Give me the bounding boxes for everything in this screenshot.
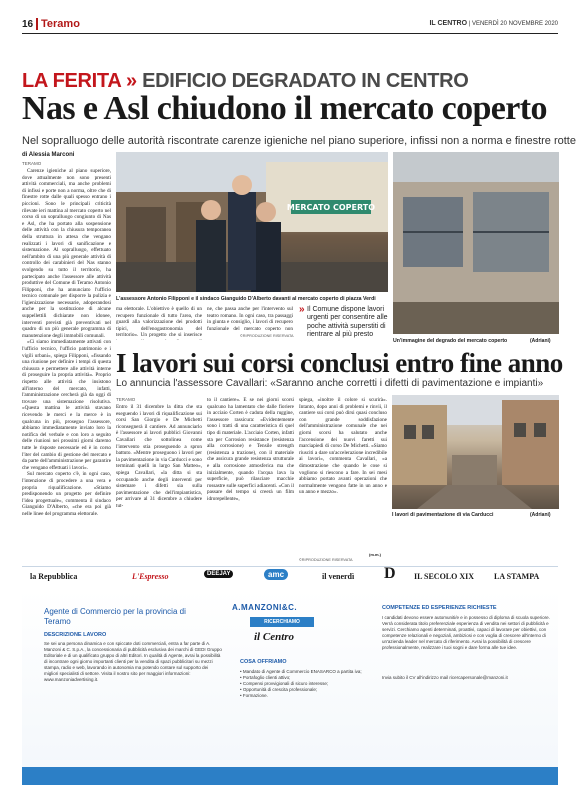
photo-street-illustration xyxy=(392,395,559,509)
page-number: 16 xyxy=(22,19,34,30)
ad-paper-logo: il Centro xyxy=(254,631,295,643)
article2-column-3 xyxy=(299,397,387,551)
article2-dateline: TERAMO xyxy=(116,397,136,402)
ad-body xyxy=(22,589,558,785)
article2-column-2 xyxy=(207,397,294,562)
pull-quote: Il Comune dispone lavori urgenti per consentire alle poche attività superstiti di rientrare al più presto xyxy=(307,306,388,339)
kicker-secondary: EDIFICIO DEGRADATO IN CENTRO xyxy=(142,70,469,92)
article2-author-initials: (m.m.) xyxy=(369,552,381,557)
logo-secolo-xix: IL SECOLO XIX xyxy=(414,572,475,581)
article2-column-1 xyxy=(116,404,202,562)
ad-skills: I candidati devono essere automuniti/e e in possesso di diploma di scuola superiore. Verrà considerata titolo preferenziale esperienza di vendita nei settori di pubblicità e servizi. Cerchiamo agenti determinati, proattivi, capaci di lavorare per obiettivi, con competenze relazionali e negoziali, ambiziosi e con voglia di crescere all'interno di un'azienda leader nel mercato di riferimento. Avrai la possibilità di crescere professionalmente, realizzare i tuoi sogni e dare forma alle tue idee. xyxy=(382,615,550,650)
article-subheadline: Nel sopralluogo delle autorità riscontrate carenze igieniche nel piano superiore, infissi non a norma e finestre rotte xyxy=(22,135,576,147)
photo-small-caption: I lavori di pavimentazione di via Carducci xyxy=(392,512,494,518)
paragraph: Entro il 31 dicembre la ditta che sta eseguendo i lavori di riqualificazione sui corsi San Giorgio e De Michetti riconsegnerà il cantiere. Ad annunciarlo è l'assessore ai lavori pubblici Giovanni Cavallari che sottolinea come l'intervento stia proseguendo a spron battuto. «Mentre proseguono i lavori per la pavimentazione in via Carducci e sono terminati quelli in largo San Matteo», spiega Cavallari, «la ditta si sta occupando anche degli interventi per sistemare i difetti sia sulla pavimentazione che dell'impiantistica, per arrivare al 31 dicembre a chiudere tut- xyxy=(116,404,202,509)
reproduction-notice: ©RIPRODUZIONE RISERVATA xyxy=(240,334,294,338)
ad-footer-bar xyxy=(22,767,558,785)
photo-side-credit: (Adriani) xyxy=(530,338,551,344)
running-header xyxy=(22,18,558,34)
ad-skills-heading: COMPETENZE ED ESPERIENZE RICHIESTE xyxy=(382,605,497,611)
ad-offer-item: • Mandato di Agente di Commercio ENASARCO a partita iva; xyxy=(240,669,362,674)
article-column-1 xyxy=(22,168,111,562)
article2-reproduction-notice: ©RIPRODUZIONE RISERVATA xyxy=(299,558,353,562)
section-name: Teramo xyxy=(36,18,80,30)
paragraph: to il cantiere». E se nei giorni scorsi qualcuno ha lamentato che dalle fioriere in acciaio Corten è caduta della ruggine, l'assessore rassicura: «Evidentemente sono i tratti di una caratteristica di quel tipo di materiale. L'acciaio Corten, infatti sta per Corrosion resistance (resistenza alla corrosione) e Tensile strength (resistenza a trazione), con il materiale che assicura grande resistenza strutturale e alla corrosione atmosferica ma che inizialmente, quando l'acqua lava la superficie, può rilasciare macchie rossastre sulle superfici adiacenti. «Con il passare del tempo si creerà un film idrorepellente», xyxy=(207,397,294,502)
ad-logo-strip xyxy=(22,567,558,589)
ad-description-heading: DESCRIZIONE LAVORO xyxy=(44,632,107,638)
logo-repubblica: la Repubblica xyxy=(30,572,78,581)
advertisement xyxy=(22,566,558,784)
ad-offer-item: • Formazione. xyxy=(240,693,268,698)
quote-arrow-icon: » xyxy=(299,304,305,315)
article2-headline: I lavori sui corsi conclusi entro fine anno xyxy=(116,348,563,378)
paper-name: IL CENTRO xyxy=(429,20,468,27)
photo-via-carducci xyxy=(392,395,559,509)
ad-contact: Invia subito il CV all'indirizzo mail ricercapersonale@manzoni.it xyxy=(382,675,508,680)
article-headline: Nas e Asl chiudono il mercato coperto xyxy=(22,90,547,127)
article-column-3 xyxy=(207,306,293,332)
ad-offer-item: • Compensi provvigionali di sicuro interesse; xyxy=(240,681,329,686)
paragraph: Carenze igieniche al piano superiore, dove attualmente non sono presenti attività commerciali, ma anche problemi di infissi e porte non a norma, oltre che di finestre rotte dalle quali spesso entrano i piccioni. Sono le principali criticità rilevate ieri mattina al mercato coperto nel corso di un sopralluogo congiunto di Nas e Asl, che ha portato alla sospensione delle attività con la chiusura temporanea della struttura in attesa che vengano realizzati i lavori di sanificazione e sistemazione. Al sopralluogo, effettuato nell'ambito di una più generale attività di controllo dei carabinieri del Nas stanno svolgendo su tutto il territorio, ha partecipato anche l'assessore alle attività produttive del Comune di Teramo Antonio Filipponi, che ha annunciato l'ufficio tecnico comunale per disporre la pulizia e l'igienizzazione necessarie, adoperandosi anche per la sostituzione di alcune suppellettili dichiarate non idonee, interventi previsti già preventivati nel quadro di un più generale programma di manutenzione degli immobili comunali. xyxy=(22,168,111,339)
logo-la-stampa: LA STAMPA xyxy=(494,572,540,581)
article-column-2 xyxy=(116,306,202,340)
photo-officials xyxy=(116,152,388,292)
kicker-separator: » xyxy=(126,70,137,92)
photo-side-caption: Un'immagine del degrado del mercato coperto xyxy=(393,338,508,344)
ad-offer-item: • Portafoglio clienti attivo; xyxy=(240,675,291,680)
logo-espresso: L'Espresso xyxy=(132,572,169,581)
ad-offer-list xyxy=(240,669,370,699)
ad-title: Agente di Commercio per la provincia di Teramo xyxy=(44,607,186,626)
photo-officials-illustration xyxy=(116,152,388,292)
logo-deejay: DEEJAY xyxy=(204,570,233,578)
ad-offer-heading: COSA OFFRIAMO xyxy=(240,659,287,665)
paragraph: spiega, «inoltre il colore si scurirà». Intanto, dopo anni di problemi e rinvii, il cantiere sui corsi può dirsi quasi concluso con grande soddisfazione dell'amministrazione comunale che nei giorni scorsi ha salutato anche l'accensione dei nuovi faretti sui marciapiedi di corso De Michetti. «Siamo riusciti a dare un'accelerazione incredibile ai lavori», commenta Cavallari, «a dimostrazione che quando le cose si vogliono si riescono a fare. In sei mesi abbiamo portato avanti operazioni che normalmente vengono fatte in un anno e un anno e mezzo». xyxy=(299,397,387,496)
paper-date: IL CENTRO | VENERDÌ 20 NOVEMBRE 2020 xyxy=(429,20,558,27)
article2-subheadline: Lo annuncia l'assessore Cavallari: «Saranno anche corretti i difetti di pavimentazione e impianti» xyxy=(116,378,544,389)
paragraph: ma elettorale. L'obiettivo è quello di un recupero funzionale di tutto l'area, che guardi alla valorizzazione dei prodotti tipici, dell'enogastronomia del territorio». Un progetto che si inserisce xyxy=(116,306,202,339)
paragraph: Sul mercato coperto c'è, in ogni caso, l'intenzione di procedere a una vera e propria riqualificazione. «Stiamo predisponendo un progetto per definire l'idea progettuale», commenta il sindaco Gianguido D'Alberto, «che era poi già nelle linee del programma elettorale. xyxy=(22,471,111,517)
dateline: TERAMO xyxy=(22,161,42,166)
logo-amc: amc xyxy=(264,569,288,580)
ad-description: Se sei una persona dinamica e con spiccate doti commerciali, entra a far parte di A. Manzoni & C. S.p.A., la concessionaria di pubblicità esclusiva dei marchi di GEDI Gruppo Editoriale e di un qualificato gruppo di altri Editori. In qualità di Agente, avrai la possibilità di incontrare ogni giorno importanti clienti per la vendita di spazi pubblicitari su mezzi stampa, radio e web, lavorando in autonomia ma potendo contare sul supporto dei migliori specialisti di settore. Visita il nostro sito per maggiori informazioni: www.manzoniadvertising.it. xyxy=(44,641,222,682)
paragraph: ne, che passa anche per l'intervento sul teatro romano. In ogni caso, tra passaggi in giunta e consiglio, i lavori di recupero funzionale del mercato coperto non xyxy=(207,306,293,332)
photo-sign-text: MERCATO COPERTO xyxy=(286,203,376,212)
logo-d: D xyxy=(384,565,396,582)
photo-main-caption: L'assessore Antonio Filipponi e il sindaco Gianguido D'Alberto davanti al mercato coperto di piazza Verdi xyxy=(116,296,376,302)
paragraph: «Ci siamo immediatamente attivati con l'ufficio tecnico, l'ufficio patrimonio e i vigili urbani», spiega Filipponi, «fissando una riunione per definire i tempi di questa chiusura e permettere alle attività interne di proseguire la propria attività». Proprio rispetto alle attività che insistono all'interno del mercato, infatti, l'amministrazione cercherà già da oggi di trovare una sistemazione risolutiva. «Questa mattina le attività stavano ricevendo le merci e la merce è in qualcuna in più, proseguo l'assessore, abbiamo immediatamente inviato loro la notifica del verbale e con loro a seguito delle riunioni nei prossimi giorni daremo tutte le risposte necessarie ed è in corso l'iter del cambio di gestione del mercato e da parte dell'amministrazione per garantire che vengano effettuati i lavori». xyxy=(22,339,111,471)
ad-seeking-badge: RICERCHIAMO xyxy=(250,617,314,627)
kicker-primary: LA FERITA xyxy=(22,70,121,92)
photo-market-degradation xyxy=(393,152,559,334)
photo-market-illustration xyxy=(393,152,559,334)
photo-small-credit: (Adriani) xyxy=(530,512,551,518)
ad-brand: A.MANZONI&C. xyxy=(232,603,298,612)
byline: di Alessia Marconi xyxy=(22,152,75,158)
issue-date: VENERDÌ 20 NOVEMBRE 2020 xyxy=(471,21,558,27)
ad-offer-item: • Opportunità di crescita professionale; xyxy=(240,687,318,692)
logo-venerdi: il venerdì xyxy=(322,572,355,581)
